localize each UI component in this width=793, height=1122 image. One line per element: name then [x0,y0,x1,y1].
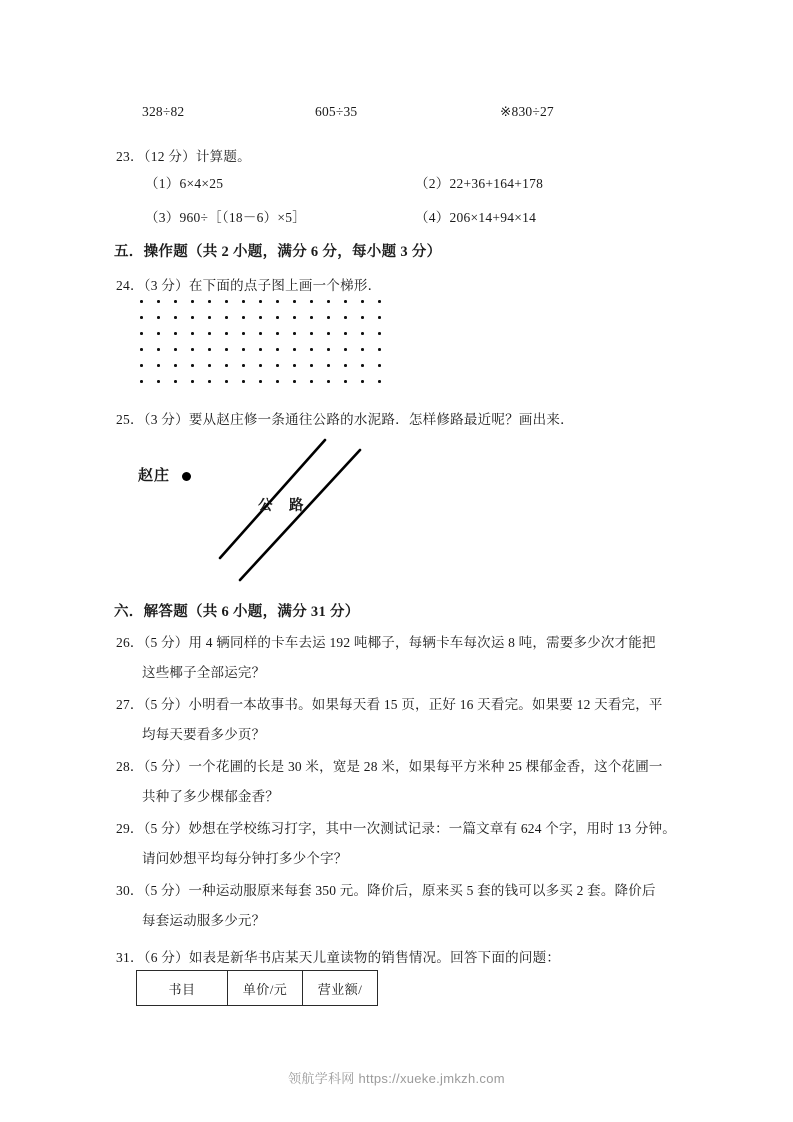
question-23-item-4 [415,203,536,233]
grid-dot [344,380,347,383]
grid-dot [242,380,245,383]
grid-dot [225,364,228,367]
grid-dot [174,300,177,303]
grid-dot [174,348,177,351]
grid-dot [293,316,296,319]
grid-dot [310,364,313,367]
grid-dot [259,316,262,319]
q23-item1-expr: 6×4×25 [179,176,224,191]
grid-dot [344,364,347,367]
grid-dot [276,364,279,367]
grid-dot [259,364,262,367]
grid-dot [174,380,177,383]
grid-dot [259,380,262,383]
grid-dot [208,364,211,367]
section-five-heading: 五．操作题（共 2 小题，满分 6 分，每小题 3 分） [114,244,442,260]
grid-dot [157,300,160,303]
question-23-item-3 [145,203,306,233]
question-23-item-2 [415,169,543,199]
grid-dot [191,380,194,383]
question-27-line-1: 27．（5 分）小明看一本故事书。如果每天看 15 页，正好 16 天看完。如果要 12 天看完，平 [116,697,663,712]
grid-dot [276,316,279,319]
grid-dot [259,332,262,335]
division-problem-1: 328÷82 [142,104,185,119]
grid-dot [310,316,313,319]
grid-dot [327,300,330,303]
table-header-row [137,971,378,1006]
q23-item3-expr: 960÷［（18－6）×5］ [179,210,307,225]
grid-dot [191,364,194,367]
grid-dot [174,332,177,335]
grid-dot [225,380,228,383]
grid-dot [191,332,194,335]
question-28-line-2: 共种了多少棵郁金香？ [142,789,279,804]
q23-item4-expr: 206×14+94×14 [449,210,537,225]
grid-dot [208,380,211,383]
question-26 [116,628,656,688]
question-30 [116,876,656,936]
grid-dot [378,316,381,319]
grid-dot [191,300,194,303]
grid-dot [157,316,160,319]
sales-table [136,970,378,1006]
grid-dot [310,348,313,351]
grid-dot [208,316,211,319]
question-26-line-1: 26．（5 分）用 4 辆同样的卡车去运 192 吨椰子，每辆卡车每次运 8 吨，需要多少次才能把 [116,635,656,650]
question-24-text: 24．（3 分）在下面的点子图上画一个梯形． [116,278,382,293]
question-28-line-1: 28．（5 分）一个花圃的长是 30 米，宽是 28 米，如果每平方米种 25 棵郁金香，这个花圃一 [116,759,663,774]
grid-dot [293,364,296,367]
road-label: 公 路 [258,498,305,514]
question-29-line-2: 请问妙想平均每分钟打多少个字？ [142,851,348,866]
grid-dot [344,332,347,335]
question-30-line-2: 每套运动服多少元？ [142,913,266,928]
grid-dot [225,348,228,351]
grid-dot [208,332,211,335]
grid-dot [157,380,160,383]
grid-dot [293,332,296,335]
table-header-turnover: 营业额/ [303,971,378,1006]
grid-dot [361,332,364,335]
grid-dot [208,300,211,303]
q23-item1-label: （1） [145,176,180,191]
grid-dot [310,300,313,303]
table-header-book-title: 书目 [137,971,228,1006]
grid-dot [157,348,160,351]
grid-dot [191,348,194,351]
table-header-unit-price: 单价/元 [228,971,303,1006]
grid-dot [361,348,364,351]
grid-dot [242,364,245,367]
division-problem-3: ※830÷27 [500,104,554,119]
grid-dot [276,348,279,351]
question-25-text: 25．（3 分）要从赵庄修一条通往公路的水泥路．怎样修路最近呢？画出来． [116,412,574,427]
q23-item2-expr: 22+36+164+178 [449,176,544,191]
grid-dot [361,364,364,367]
grid-dot [293,348,296,351]
grid-dot [344,300,347,303]
grid-dot [225,300,228,303]
division-problem-2: 605÷35 [315,104,358,119]
footer-watermark: 领航学科网 https://xueke.jmkzh.com [288,1071,505,1086]
grid-dot [378,300,381,303]
grid-dot [327,380,330,383]
question-29 [116,814,676,874]
village-label: 赵庄 [138,468,171,484]
question-23-item-1 [145,169,223,199]
grid-dot [310,332,313,335]
grid-dot [378,332,381,335]
question-23-heading: 23．（12 分）计算题。 [116,149,251,164]
grid-dot [140,348,143,351]
grid-dot [242,316,245,319]
grid-dot [259,300,262,303]
grid-dot [208,348,211,351]
grid-dot [327,348,330,351]
grid-dot [242,300,245,303]
question-30-line-1: 30．（5 分）一种运动服原来每套 350 元。降价后，原来买 5 套的钱可以多买 2 套。降价后 [116,883,656,898]
grid-dot [140,332,143,335]
grid-dot [293,380,296,383]
grid-dot [361,316,364,319]
q23-item4-label: （4） [415,210,450,225]
grid-dot [140,300,143,303]
grid-dot [378,364,381,367]
grid-dot [242,348,245,351]
grid-dot [361,300,364,303]
grid-dot [174,364,177,367]
grid-dot [293,300,296,303]
grid-dot [157,332,160,335]
grid-dot [140,316,143,319]
grid-dot [242,332,245,335]
grid-dot [344,316,347,319]
question-31-text: 31．（6 分）如表是新华书店某天儿童读物的销售情况。回答下面的问题： [116,950,561,965]
question-28 [116,752,663,812]
grid-dot [276,380,279,383]
grid-dot [140,380,143,383]
q23-item2-label: （2） [415,176,450,191]
question-26-line-2: 这些椰子全部运完？ [142,665,266,680]
grid-dot [259,348,262,351]
grid-dot [327,364,330,367]
grid-dot [327,316,330,319]
section-six-heading: 六．解答题（共 6 小题，满分 31 分） [114,604,360,620]
grid-dot [327,332,330,335]
grid-dot [276,332,279,335]
grid-dot [344,348,347,351]
grid-dot [225,332,228,335]
question-27 [116,690,663,750]
grid-dot [174,316,177,319]
grid-dot [140,364,143,367]
question-29-line-1: 29．（5 分）妙想在学校练习打字，其中一次测试记录：一篇文章有 624 个字，用时 13 分钟。 [116,821,676,836]
q23-item3-label: （3） [145,210,180,225]
grid-dot [276,300,279,303]
grid-dot [378,348,381,351]
grid-dot [191,316,194,319]
grid-dot [310,380,313,383]
grid-dot [225,316,228,319]
village-point-dot [182,472,191,481]
grid-dot [157,364,160,367]
question-27-line-2: 均每天要看多少页？ [142,727,266,742]
grid-dot [361,380,364,383]
grid-dot [378,380,381,383]
road-lines-svg [120,432,550,592]
road-diagram [120,432,550,592]
